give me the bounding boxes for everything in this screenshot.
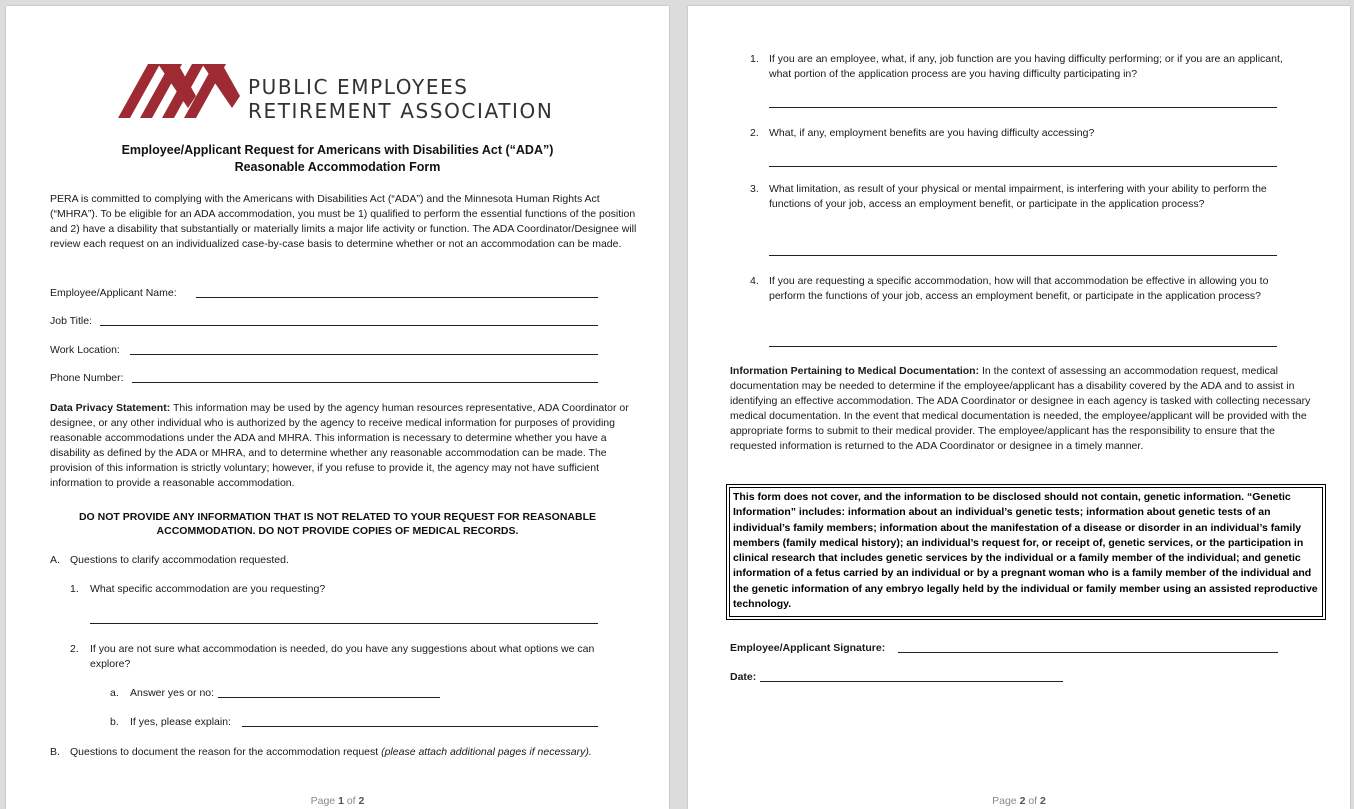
phone-number-label: Phone Number: [50, 372, 124, 384]
p2-q4-text: If you are requesting a specific accommodation, how will that accommodation be effective in allowing you to perform the functions of your job, access an employment benefit, or participate in the application process? [769, 275, 1269, 302]
warning-notice [6, 510, 669, 538]
q2b-answer-line[interactable] [242, 726, 598, 727]
pera-logo [118, 56, 243, 118]
q1-answer-line[interactable] [90, 623, 598, 624]
logo-text-line2: RETIREMENT ASSOCIATION [248, 99, 554, 123]
page-1-footer [6, 795, 669, 807]
footer-page-total: 2 [1040, 795, 1046, 807]
p2-q2-answer-line[interactable] [769, 166, 1277, 167]
date-label: Date: [730, 671, 757, 683]
footer-prefix: Page [992, 795, 1020, 807]
p2-q4-marker: 4. [750, 275, 759, 287]
section-b-main: Questions to document the reason for the accommodation request [70, 746, 382, 758]
footer-mid: of [343, 795, 359, 807]
p2-q3-text: What limitation, as result of your physical or mental impairment, is interfering with your ability to perform the functions of your job, access an employment benefit, or participate in the application process? [769, 183, 1267, 210]
section-b-marker: B. [50, 746, 60, 758]
genetic-information-notice: This form does not cover, and the information to be disclosed should not contain, genetic information. “Genetic Information” includes: information about an individual’s genetic tests; information about genetic tests of an individual’s family members; information about the manifestation of a disease or disorder in an individual’s family members (family medical history); an individual’s request for, or receipt of, genetic services, or the participation in clinical research that includes genetic services by the individual or a family member of the individual; and genetic information of a fetus carried by an individual or by a pregnant woman who is a family member of the individual and the genetic information of any embryo legally held by the individual or family member using an assisted reproductive technology. [726, 484, 1326, 620]
phone-number-line[interactable] [132, 382, 598, 383]
name-field-line[interactable] [196, 297, 598, 298]
p2-q3-answer-line[interactable] [769, 255, 1277, 256]
section-a-text: Questions to clarify accommodation requested. [70, 554, 289, 566]
work-location-label: Work Location: [50, 344, 120, 356]
signature-line[interactable] [898, 652, 1278, 653]
form-title [6, 142, 669, 176]
footer-page-number: 1 [338, 795, 344, 807]
section-b-text [70, 745, 630, 760]
p2-q2-marker: 2. [750, 127, 759, 139]
intro-paragraph: PERA is committed to complying with the Americans with Disabilities Act (“ADA”) and the Minnesota Human Rights Act (“MHRA”). To be eligible for an ADA accommodation, you must be 1) qualified to perform the essential functions of the position and 2) have a disability that substantially or materially limits a major life activity or function. The ADA Coordinator/Designee will review each request on an individualized case-by-case basis to determine whether or not an accommodation can be made. [50, 193, 637, 250]
p2-q4-answer-line[interactable] [769, 346, 1277, 347]
data-privacy-statement [50, 401, 642, 491]
privacy-heading: Data Privacy Statement: [50, 402, 171, 414]
p2-q2-text: What, if any, employment benefits are you having difficulty accessing? [769, 127, 1095, 139]
warning-line1: DO NOT PROVIDE ANY INFORMATION THAT IS NOT RELATED TO YOUR REQUEST FOR REASONABLE [78, 511, 597, 523]
p2-q1-text: If you are an employee, what, if any, job function are you having difficulty performing; or if you are an applicant, what portion of the application process are you having difficulty participating in? [769, 53, 1283, 80]
section-a-marker: A. [50, 554, 60, 566]
work-location-line[interactable] [130, 354, 598, 355]
medical-text: In the context of assessing an accommodation request, medical documentation may be needed to determine if the employee/applicant has a disability covered by the ADA and to assist in identifying an effective accommodation. The ADA Coordinator or designee in each agency is tasked with collecting necessary medical documentation. In the event that medical documentation is needed, the employee/applicant will be provided with the appropriate forms to submit to their medical provider. The employee/applicant has the responsibility to ensure that the requested information is returned to the ADA Coordinator or designee in a timely manner. [730, 365, 1311, 452]
footer-page-total: 2 [358, 795, 365, 807]
logo-text-line1: PUBLIC EMPLOYEES [248, 75, 469, 99]
q1-text: What specific accommodation are you requesting? [90, 583, 326, 595]
footer-mid: of [1025, 795, 1041, 807]
job-title-label: Job Title: [50, 315, 93, 327]
job-title-line[interactable] [100, 325, 598, 326]
medical-heading: Information Pertaining to Medical Documentation: [730, 365, 980, 377]
q2b-marker: b. [110, 716, 119, 728]
q2b-text: If yes, please explain: [130, 716, 231, 728]
q1-marker: 1. [70, 583, 79, 595]
q2a-answer-line[interactable] [218, 697, 440, 698]
q2-text: If you are not sure what accommodation is needed, do you have any suggestions about what options we can explore? [90, 643, 595, 670]
section-b-italic: (please attach additional pages if necessary). [381, 746, 592, 758]
document-page-2 [688, 6, 1350, 809]
q2-marker: 2. [70, 643, 79, 655]
document-page-1 [6, 6, 669, 809]
name-field-label: Employee/Applicant Name: [50, 287, 177, 299]
p2-q1-marker: 1. [750, 53, 759, 65]
form-title-line2: Reasonable Accommodation Form [234, 160, 441, 174]
signature-label: Employee/Applicant Signature: [730, 642, 886, 654]
date-line[interactable] [760, 681, 1063, 682]
footer-prefix: Page [310, 795, 339, 807]
footer-page-number: 2 [1019, 795, 1026, 807]
page-2-footer [688, 795, 1350, 807]
pera-logo-icon [118, 56, 243, 118]
p2-q3-marker: 3. [750, 183, 759, 195]
q2a-text: Answer yes or no: [130, 687, 215, 699]
form-title-line1: Employee/Applicant Request for Americans with Disabilities Act (“ADA”) [121, 143, 554, 157]
q2a-marker: a. [110, 687, 119, 699]
p2-q1-answer-line[interactable] [769, 107, 1277, 108]
privacy-text: This information may be used by the agency human resources representative, ADA Coordinator or designee, or any other individual who is authorized by the agency to receive medical information for purposes of providing reasonable accommodations under the ADA and MHRA. This information is necessary to determine whether you have a disability as defined by the ADA or MHRA, and to determine whether any reasonable accommodation can be made. The provision of this information is strictly voluntary; however, if you refuse to provide it, the agency may not have sufficient information to provide a reasonable accommodation. [50, 402, 629, 489]
medical-documentation-paragraph [730, 364, 1324, 454]
warning-line2: ACCOMMODATION. DO NOT PROVIDE COPIES OF MEDICAL RECORDS. [156, 525, 519, 537]
